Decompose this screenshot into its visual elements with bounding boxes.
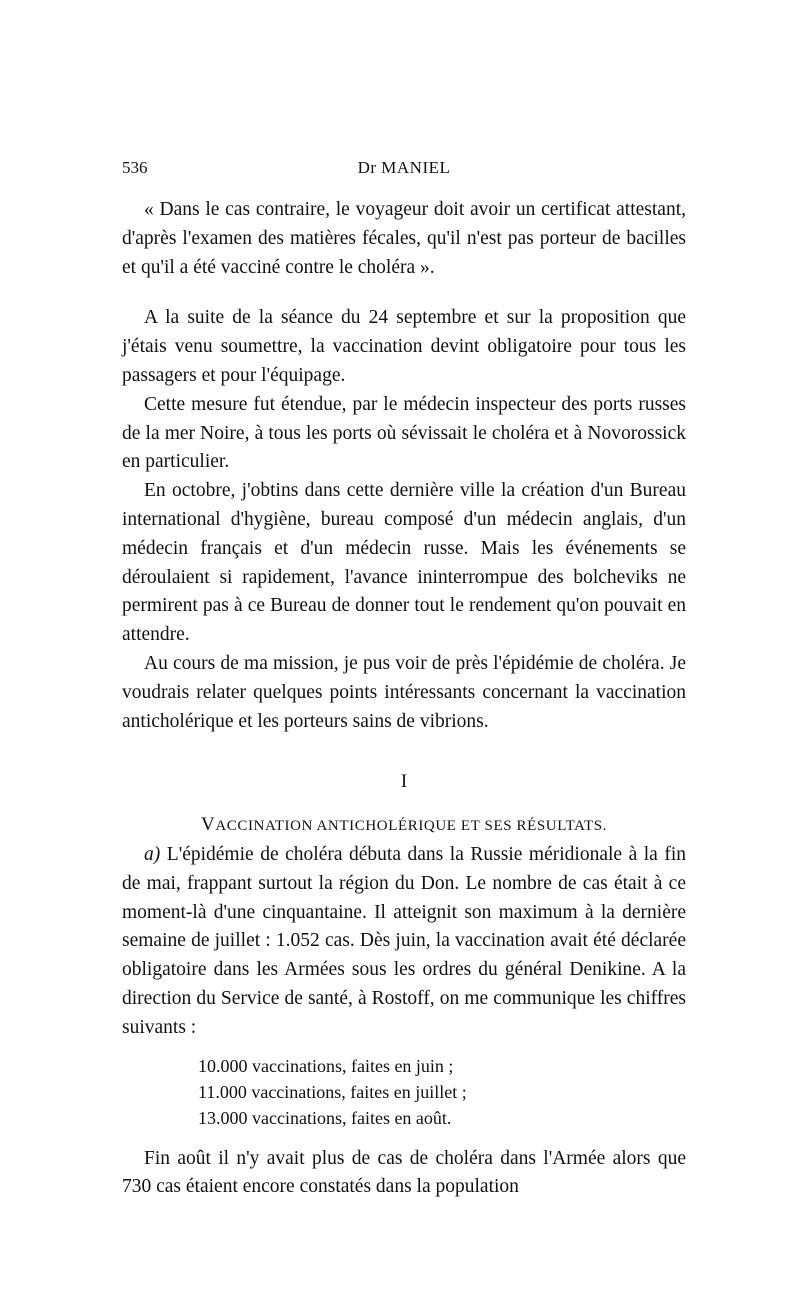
section-number: I <box>400 771 408 793</box>
running-head: Dr MANIEL <box>357 158 451 177</box>
body-text <box>122 196 686 1202</box>
vaccination-list <box>198 1053 686 1131</box>
paragraph-quote: « Dans le cas contraire, le voyageur doit avoir un certificat attestant, d'après l'examen des matières fécales, qu'il n'est pas porteur de bacilles et qu'il a été vacciné contre le choléra ». <box>122 199 686 278</box>
paragraph: Cette mesure fut étendue, par le médecin inspecteur des ports russes de la mer Noire, à tous les ports où sévissait le choléra et à Novorossick en particulier. <box>122 393 686 473</box>
paragraph: A la suite de la séance du 24 septembre et sur la proposition que j'étais venu soumettre, la vaccination devint obligatoire pour tous les passagers et pour l'équipage. <box>122 307 686 386</box>
list-item: 10.000 vaccinations, faites en juin ; <box>198 1055 454 1076</box>
list-item: 13.000 vaccinations, faites en août. <box>198 1107 452 1128</box>
page-header <box>122 158 686 186</box>
paragraph-a-text: L'épidémie de choléra débuta dans la Russie méridionale à la fin de mai, frappant surtout la région du Don. Le nombre de cas était à ce moment-là d'une cinquantaine. Il atteignit son maximum à la dernière semaine de juillet : 1.052 cas. Dès juin, la vaccination avait été déclarée obligatoire dans les Armées sous les ordres du général Denikine. A la direction du Service de santé, à Rostoff, on me communique les chiffres suivants : <box>122 843 687 1038</box>
paragraph-a <box>122 841 686 1043</box>
paragraph-final: Fin août il n'y avait plus de cas de choléra dans l'Armée alors que 730 cas étaient encore constatés dans la population <box>122 1147 686 1198</box>
section-title <box>122 811 686 841</box>
paragraph-label: a) <box>144 843 161 865</box>
paragraph: Au cours de ma mission, je pus voir de près l'épidémie de choléra. Je voudrais relater quelques points intéressants concernant la vaccination anticholérique et les porteurs sains de vibrions. <box>122 652 686 732</box>
paragraph: En octobre, j'obtins dans cette dernière ville la création d'un Bureau international d'hygiène, bureau composé d'un médecin anglais, d'un médecin français et d'un médecin russe. Mais les événements se déroulaient si rapidement, l'avance ininterrompue des bolcheviks ne permirent pas à ce Bureau de donner tout le rendement qu'on pouvait en attendre. <box>122 480 686 646</box>
section-title-initial: V <box>200 814 216 836</box>
page-number: 536 <box>122 158 148 177</box>
list-item: 11.000 vaccinations, faites en juillet ; <box>198 1081 467 1102</box>
section-title-rest: ACCINATION ANTICHOLÉRIQUE ET SES RÉSULTATS. <box>215 818 608 835</box>
